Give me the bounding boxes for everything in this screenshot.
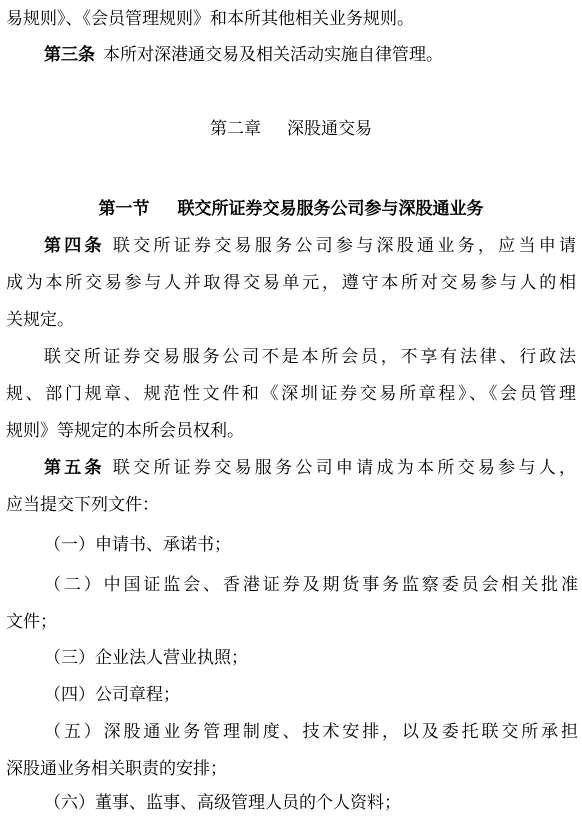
section-1-title <box>0 192 582 226</box>
list-item-6 <box>44 786 576 820</box>
article-5-heading: 第五条 <box>44 458 105 478</box>
section-1-name: 联交所证券交易服务公司参与深股通业务 <box>177 199 484 219</box>
list-item-2-text-1: （二）中国证监会、香港证券及期货事务监察委员会相关批准 <box>44 575 578 595</box>
list-item-4-text: （四）公司章程； <box>44 685 180 705</box>
chapter-2-number: 第二章 <box>210 119 261 139</box>
list-item-2-line-2 <box>6 605 576 639</box>
list-item-5-text-1: （五）深股通业务管理制度、技术安排，以及委托联交所承担 <box>44 722 578 742</box>
member-para-line-2 <box>6 377 576 411</box>
list-item-3-text: （三）企业法人营业执照； <box>44 648 248 668</box>
article-3-text: 本所对深港通交易及相关活动实施自律管理。 <box>103 45 443 65</box>
intro-tail-line <box>6 2 576 36</box>
article-4-line-2 <box>6 266 576 300</box>
member-para-line-3 <box>6 414 576 448</box>
list-item-4 <box>44 678 576 712</box>
member-para-text-2: 规、部门规章、规范性文件和《深圳证券交易所章程》、《会员管理 <box>6 384 576 404</box>
member-para-text-1: 联交所证券交易服务公司不是本所会员，不享有法律、行政法 <box>44 347 576 367</box>
article-4-text-2: 成为本所交易参与人并取得交易单元，遵守本所对交易参与人的相 <box>6 273 576 293</box>
article-5-line-2 <box>6 488 576 522</box>
article-4-line-1 <box>44 229 576 263</box>
article-4-text-1: 联交所证券交易服务公司参与深股通业务，应当申请 <box>112 236 576 256</box>
list-item-5-line-2 <box>6 752 576 786</box>
list-item-1-text: （一）申请书、承诺书； <box>44 535 231 555</box>
chapter-2-name: 深股通交易 <box>287 119 372 139</box>
article-3-heading: 第三条 <box>44 45 95 65</box>
list-item-5-line-1 <box>44 715 578 749</box>
member-para-line-1 <box>44 340 576 374</box>
article-5-text-1: 联交所证券交易服务公司申请成为本所交易参与人， <box>112 458 576 478</box>
list-item-6-text: （六）董事、监事、高级管理人员的个人资料； <box>44 793 401 813</box>
list-item-2-line-1 <box>44 568 578 602</box>
intro-tail-text: 易规则》、《会员管理规则》和本所其他相关业务规则。 <box>6 9 414 29</box>
article-4-text-3: 关规定。 <box>6 310 74 330</box>
article-3 <box>44 38 576 72</box>
list-item-1 <box>44 528 576 562</box>
article-5-line-1 <box>44 451 576 485</box>
article-4-line-3 <box>6 303 576 337</box>
list-item-2-text-2: 文件； <box>6 612 57 632</box>
member-para-text-3: 规则》等规定的本所会员权利。 <box>6 421 244 441</box>
list-item-5-text-2: 深股通业务相关职责的安排； <box>6 759 227 779</box>
section-1-number: 第一节 <box>98 199 150 219</box>
article-5-text-2: 应当提交下列文件： <box>6 495 159 515</box>
article-4-heading: 第四条 <box>44 236 105 256</box>
chapter-2-title <box>0 112 582 146</box>
list-item-3 <box>44 641 576 675</box>
